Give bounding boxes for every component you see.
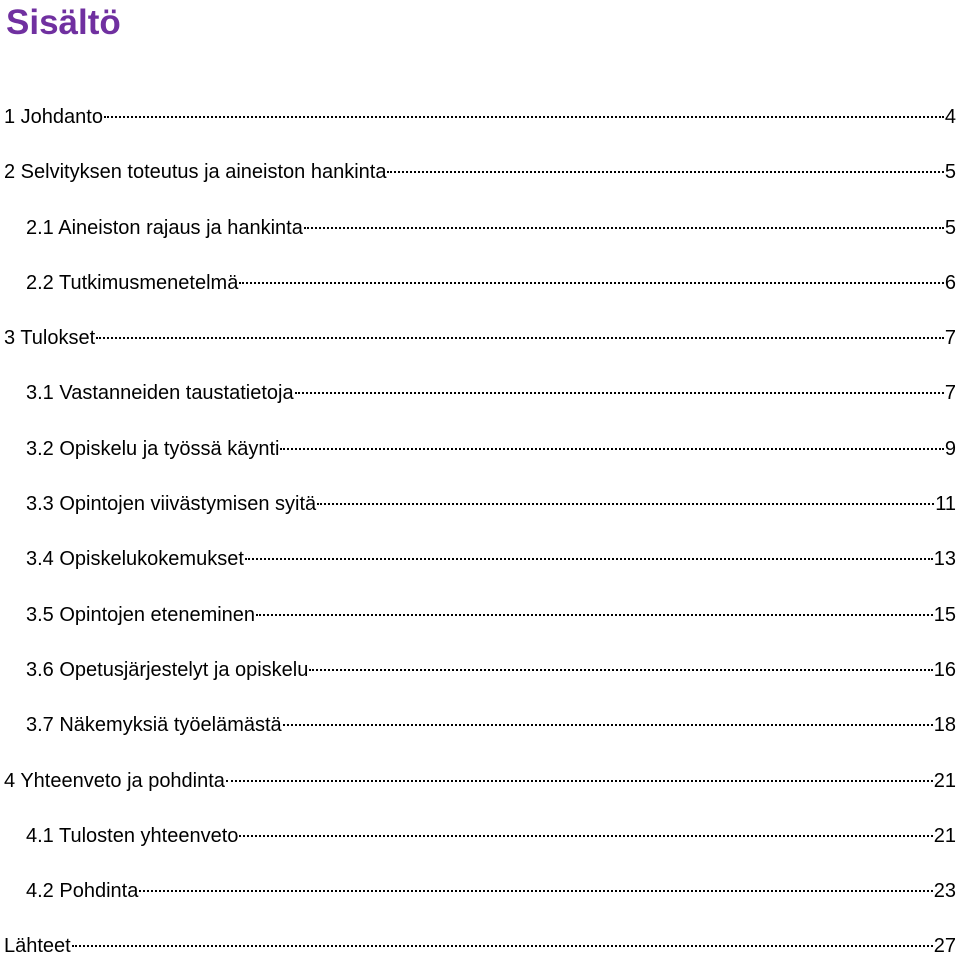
- toc-entry-title: 4.1 Tulosten yhteenveto: [26, 824, 239, 847]
- toc-dot-leader: [96, 337, 944, 339]
- toc-entry-title: 3.4 Opiskelukokemukset: [26, 548, 244, 571]
- toc-entry-title: 3.1 Vastanneiden taustatietoja: [26, 382, 294, 405]
- toc-page-number: 27: [933, 935, 956, 958]
- toc-entry[interactable]: [0, 90, 960, 145]
- toc-entry-title: 2 Selvityksen toteutus ja aineiston hankinta: [4, 161, 387, 184]
- toc-page-number: 5: [944, 161, 956, 184]
- toc-page-number: 21: [933, 824, 956, 847]
- toc-entry-title: 3.7 Näkemyksiä työelämästä: [26, 714, 282, 737]
- toc-entry[interactable]: [0, 754, 960, 809]
- toc-dot-leader: [304, 227, 944, 229]
- toc-dot-leader: [72, 945, 933, 947]
- toc-entry[interactable]: [0, 477, 960, 532]
- toc-entry[interactable]: [0, 919, 960, 974]
- toc-entry-title: 3.3 Opintojen viivästymisen syitä: [26, 493, 317, 516]
- toc-entry-title: 3.2 Opiskelu ja työssä käynti: [26, 437, 280, 460]
- toc-entry[interactable]: [0, 422, 960, 477]
- toc-dot-leader: [104, 116, 944, 118]
- toc-page-number: 7: [944, 382, 956, 405]
- toc-entry-title: 4.2 Pohdinta: [26, 880, 139, 903]
- toc-dot-leader: [387, 171, 943, 173]
- toc-page-number: 16: [933, 658, 956, 681]
- toc-dot-leader: [283, 724, 933, 726]
- toc-entry[interactable]: [0, 588, 960, 643]
- toc-dot-leader: [295, 392, 944, 394]
- toc-entry-title: 3 Tulokset: [4, 327, 96, 350]
- toc-entry[interactable]: [0, 643, 960, 698]
- toc-entry[interactable]: [0, 256, 960, 311]
- page-title: Sisältö: [6, 3, 121, 42]
- toc-dot-leader: [280, 448, 943, 450]
- toc-dot-leader: [309, 669, 932, 671]
- toc-page-number: 6: [944, 271, 956, 294]
- toc-entry-title: Lähteet: [4, 935, 71, 958]
- toc-dot-leader: [256, 614, 933, 616]
- toc-entry[interactable]: [0, 201, 960, 256]
- toc-dot-leader: [245, 558, 933, 560]
- toc-dot-leader: [226, 780, 933, 782]
- toc-page-number: 23: [933, 880, 956, 903]
- toc-entry[interactable]: [0, 366, 960, 421]
- toc-dot-leader: [139, 890, 932, 892]
- toc-page-number: 18: [933, 714, 956, 737]
- toc-dot-leader: [239, 835, 932, 837]
- toc-entry-title: 2.1 Aineiston rajaus ja hankinta: [26, 216, 303, 239]
- toc-page-number: 13: [933, 548, 956, 571]
- toc-page-number: 7: [944, 327, 956, 350]
- toc-dot-leader: [239, 282, 944, 284]
- toc-page-number: 21: [933, 769, 956, 792]
- toc-entry[interactable]: [0, 864, 960, 919]
- toc-entry[interactable]: [0, 145, 960, 200]
- toc-page-number: 11: [935, 493, 956, 516]
- toc-entry[interactable]: [0, 532, 960, 587]
- toc-entry-title: 1 Johdanto: [4, 106, 103, 128]
- toc-entry-title: 3.6 Opetusjärjestelyt ja opiskelu: [26, 658, 309, 681]
- toc-entry-title: 3.5 Opintojen eteneminen: [26, 603, 256, 626]
- toc-entry[interactable]: [0, 809, 960, 864]
- toc-page-number: 9: [944, 437, 956, 460]
- toc-entry-title: 4 Yhteenveto ja pohdinta: [4, 769, 225, 792]
- table-of-contents: [0, 90, 960, 975]
- toc-dot-leader: [317, 503, 934, 505]
- toc-entry[interactable]: [0, 311, 960, 366]
- toc-page-number: 4: [944, 106, 956, 128]
- toc-entry[interactable]: [0, 698, 960, 753]
- toc-page-number: 15: [933, 603, 956, 626]
- toc-entry-title: 2.2 Tutkimusmenetelmä: [26, 271, 239, 294]
- toc-page-number: 5: [944, 216, 956, 239]
